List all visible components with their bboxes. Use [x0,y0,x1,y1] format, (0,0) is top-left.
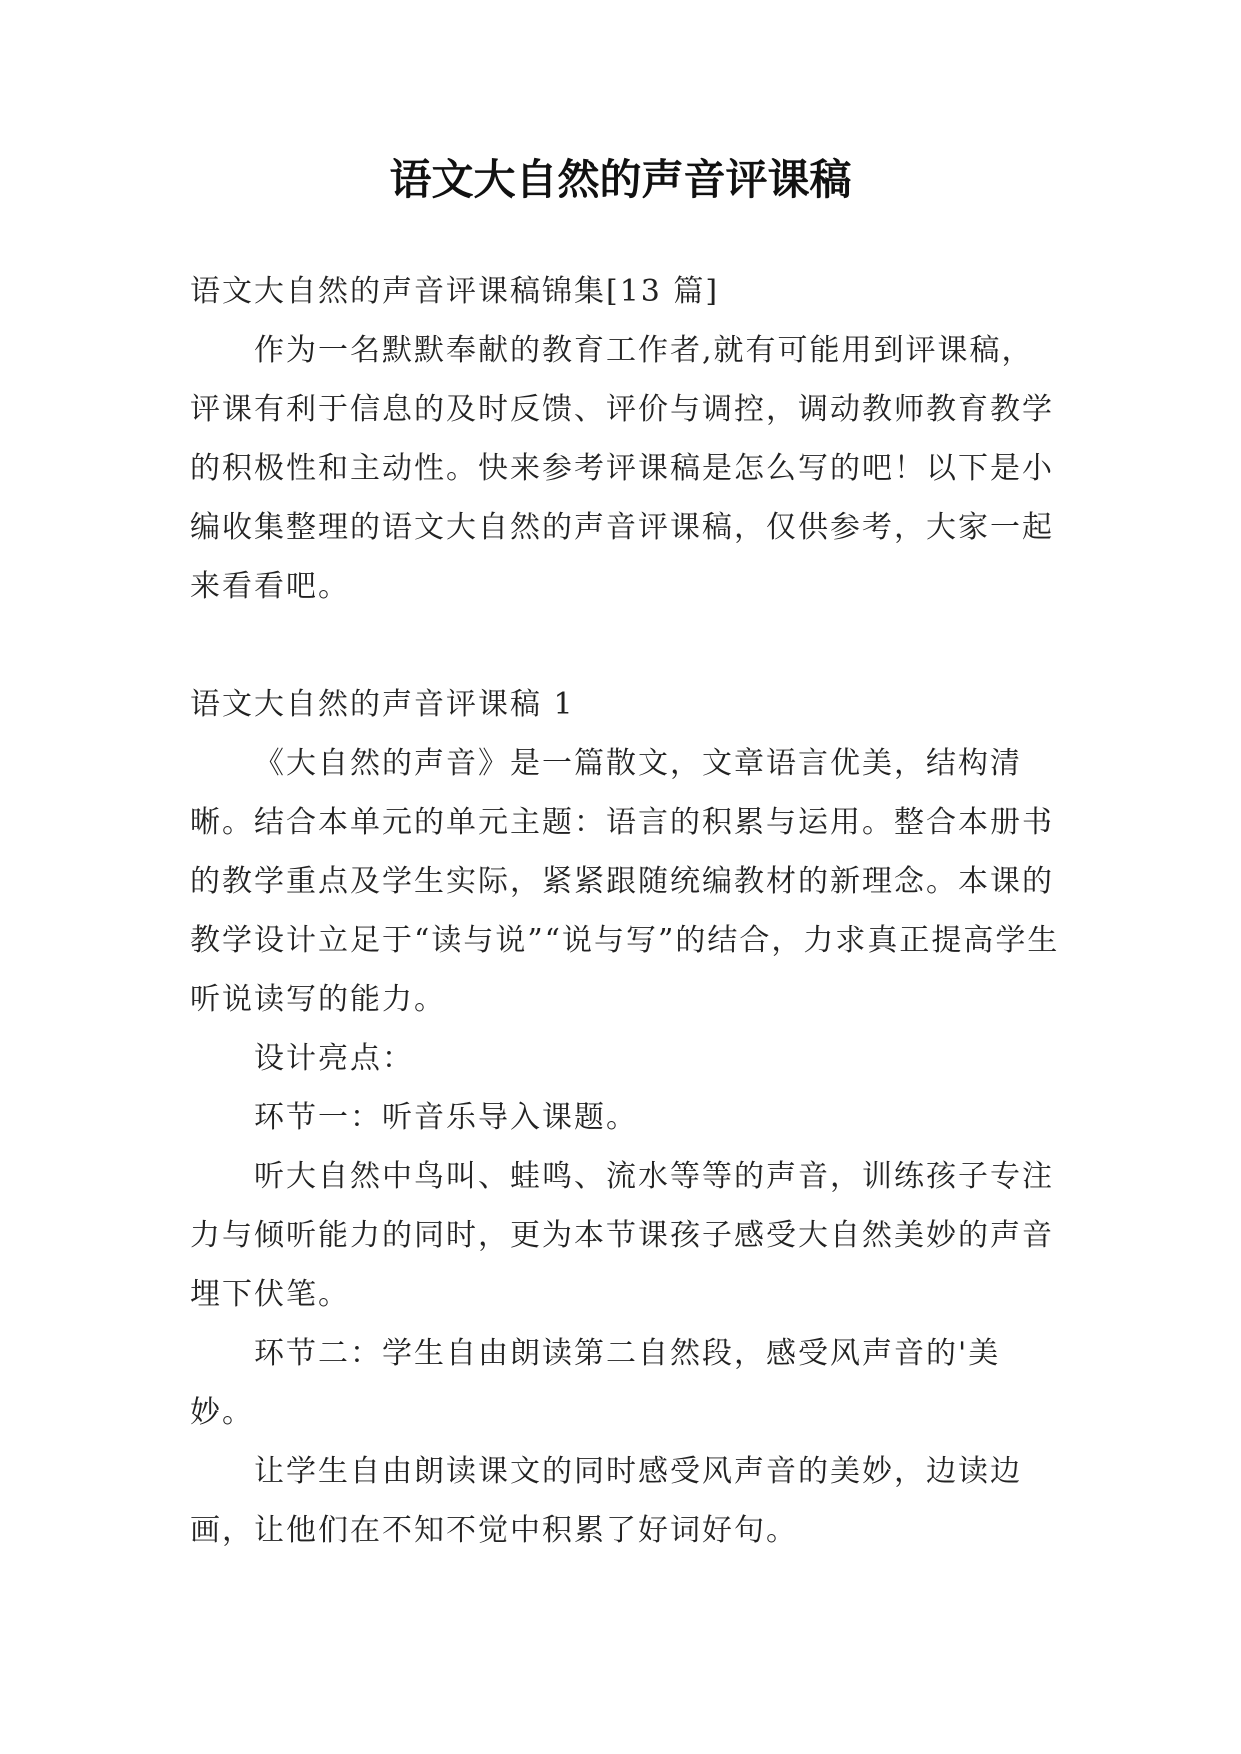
document-body [190,262,1060,1560]
section-spacer [190,616,1060,675]
body-paragraph: 听大自然中鸟叫、蛙鸣、流水等等的声音，训练孩子专注力与倾听能力的同时，更为本节课孩子感受大自然美妙的声音埋下伏笔。 [190,1159,1054,1312]
body-paragraph: 环节二：学生自由朗读第二自然段，感受风声音的'美妙。 [190,1336,1001,1430]
body-paragraph: 环节一：听音乐导入课题。 [254,1100,638,1135]
body-paragraph: 设计亮点： [254,1041,414,1076]
intro-paragraph: 作为一名默默奉献的教育工作者,就有可能用到评课稿，评课有利于信息的及时反馈、评价与调控，调动教师教育教学的积极性和主动性。快来参考评课稿是怎么写的吧！以下是小编收集整理的语文大自然的声音评课稿，仅供参考，大家一起来看看吧。 [190,333,1054,604]
section-heading: 语文大自然的声音评课稿 1 [190,687,575,722]
body-paragraph: 《大自然的声音》是一篇散文，文章语言优美，结构清晰。结合本单元的单元主题：语言的积累与运用。整合本册书的教学重点及学生实际，紧紧跟随统编教材的新理念。本课的教学设计立足于“读与说”“说与写”的结合，力求真正提高学生听说读写的能力。 [190,746,1060,1017]
page-title: 语文大自然的声音评课稿 [389,155,852,204]
body-paragraph: 让学生自由朗读课文的同时感受风声音的美妙，边读边画，让他们在不知不觉中积累了好词好句。 [190,1454,1022,1548]
collection-heading: 语文大自然的声音评课稿锦集[13 篇] [190,274,720,309]
